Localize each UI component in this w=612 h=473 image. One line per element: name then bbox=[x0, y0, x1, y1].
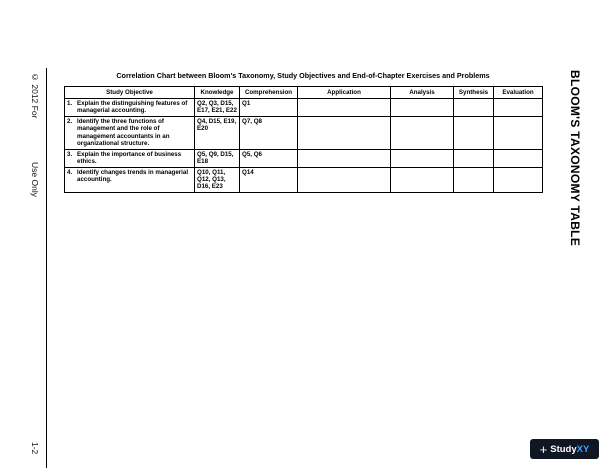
analysis-cell bbox=[391, 167, 454, 192]
brand-prefix: Study bbox=[550, 443, 577, 455]
knowledge-cell: Q5, Q9, D15, E18 bbox=[195, 149, 240, 167]
side-title: BLOOM'S TAXONOMY TABLE bbox=[568, 70, 582, 247]
synthesis-cell bbox=[454, 167, 494, 192]
application-cell bbox=[298, 167, 391, 192]
evaluation-cell bbox=[494, 99, 543, 117]
evaluation-cell bbox=[494, 167, 543, 192]
study-objective-cell bbox=[65, 99, 195, 117]
application-cell bbox=[298, 99, 391, 117]
objective-text: Explain the importance of business ethics. bbox=[77, 150, 182, 166]
synthesis-cell bbox=[454, 99, 494, 117]
header-analysis: Analysis bbox=[391, 87, 454, 99]
application-cell bbox=[298, 116, 391, 149]
table-row bbox=[65, 149, 543, 167]
objective-number: 2. bbox=[67, 117, 73, 125]
knowledge-cell: Q2, Q3, D15, E17, E21, E22 bbox=[195, 99, 240, 117]
header-row bbox=[65, 87, 543, 99]
objective-text: Identify the three functions of management and the role of management accountants in an organizational structure. bbox=[77, 117, 170, 148]
left-margin bbox=[20, 70, 40, 465]
objective-text: Identify changes trends in managerial accounting. bbox=[77, 168, 189, 183]
header-application: Application bbox=[298, 87, 391, 99]
taxonomy-table bbox=[64, 86, 543, 193]
objective-text: Explain the distinguishing features of managerial accounting. bbox=[77, 100, 188, 115]
page-number: 1-2 bbox=[30, 442, 40, 455]
header-synthesis: Synthesis bbox=[454, 87, 494, 99]
evaluation-cell bbox=[494, 149, 543, 167]
brand-suffix: XY bbox=[576, 443, 590, 455]
analysis-cell bbox=[391, 149, 454, 167]
objective-number: 1. bbox=[67, 100, 73, 107]
comprehension-cell: Q1 bbox=[240, 99, 298, 117]
synthesis-cell bbox=[454, 149, 494, 167]
synthesis-cell bbox=[454, 116, 494, 149]
comprehension-cell: Q14 bbox=[240, 167, 298, 192]
table-row bbox=[65, 116, 543, 149]
header-study-objective: Study Objective bbox=[65, 87, 195, 99]
margin-divider bbox=[46, 68, 47, 468]
table-row bbox=[65, 167, 543, 192]
comprehension-cell: Q5, Q6 bbox=[240, 149, 298, 167]
analysis-cell bbox=[391, 99, 454, 117]
objective-number: 3. bbox=[67, 150, 73, 158]
knowledge-cell: Q10, Q11, Q12, Q13, D16, E23 bbox=[195, 167, 240, 192]
knowledge-cell: Q4, D15, E19, E20 bbox=[195, 116, 240, 149]
study-objective-cell bbox=[65, 149, 195, 167]
analysis-cell bbox=[391, 116, 454, 149]
studyxy-logo[interactable] bbox=[530, 439, 599, 459]
objective-number: 4. bbox=[67, 168, 73, 176]
use-only-text: Use Only bbox=[30, 162, 40, 197]
header-evaluation: Evaluation bbox=[494, 87, 543, 99]
application-cell bbox=[298, 149, 391, 167]
chart-title: Correlation Chart between Bloom's Taxonomy, Study Objectives and End-of-Chapter Exercises and Problems bbox=[116, 71, 490, 80]
plus-icon: + bbox=[539, 441, 548, 457]
evaluation-cell bbox=[494, 116, 543, 149]
header-comprehension: Comprehension bbox=[240, 87, 298, 99]
table-row bbox=[65, 99, 543, 117]
copyright-text: © 2012 For bbox=[30, 72, 40, 119]
study-objective-cell bbox=[65, 116, 195, 149]
comprehension-cell: Q7, Q8 bbox=[240, 116, 298, 149]
header-knowledge: Knowledge bbox=[195, 87, 240, 99]
study-objective-cell bbox=[65, 167, 195, 192]
